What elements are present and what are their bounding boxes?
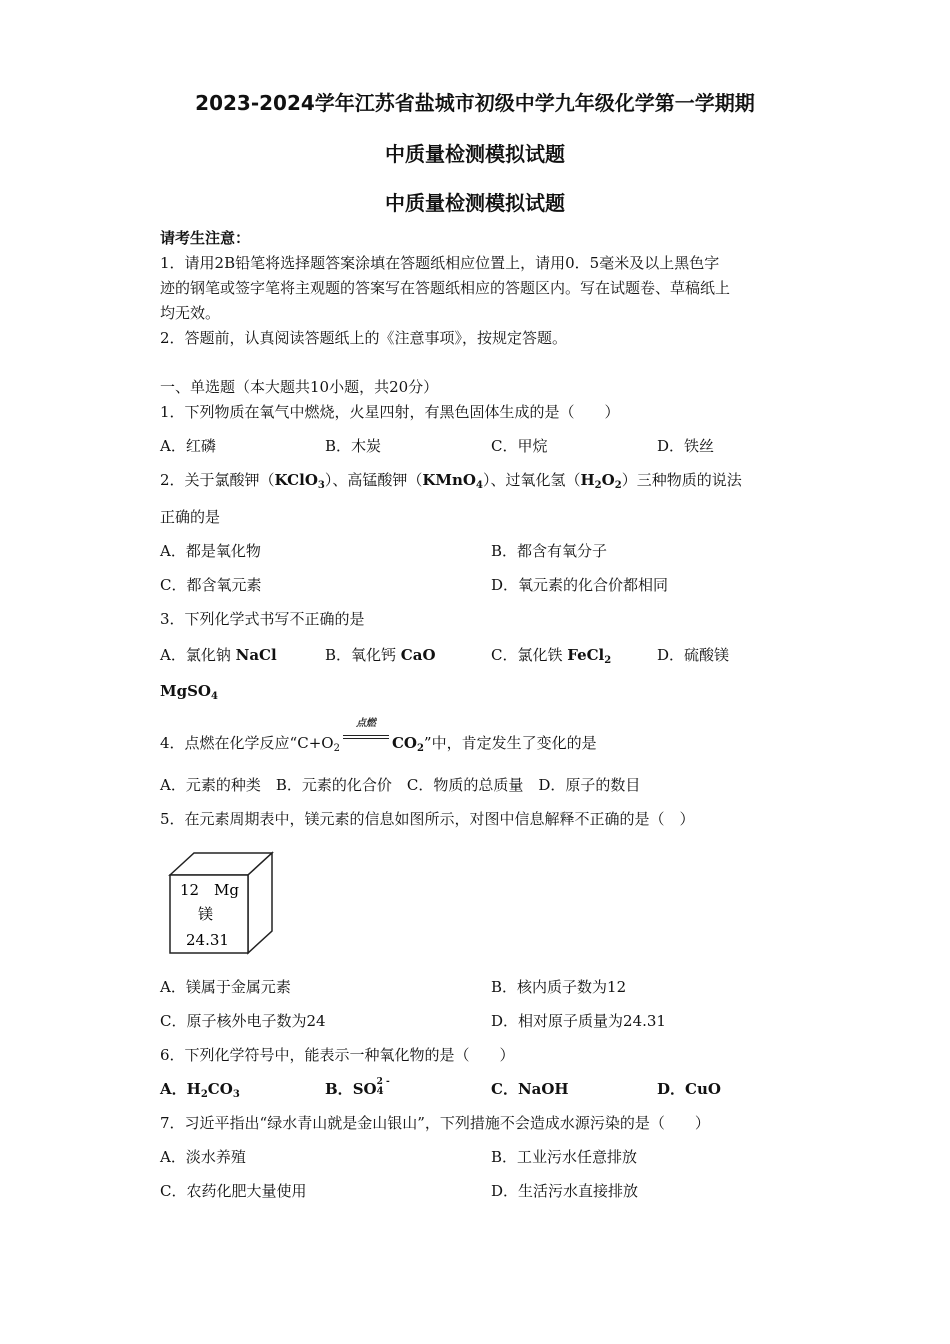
- reaction-condition-label: 点燃: [355, 718, 376, 729]
- q6-option-d: D．CuO: [657, 1080, 721, 1098]
- q5-stem: 5．在元素周期表中，镁元素的信息如图所示，对图中信息解释不正确的是（ ）: [160, 810, 695, 828]
- q1-option-b: B．木炭: [325, 437, 382, 455]
- element-symbol: Mg: [214, 881, 239, 899]
- exam-title-line1: 2023-2024学年江苏省盐城市初级中学九年级化学第一学期期: [195, 91, 755, 115]
- q7-option-b: B．工业污水任意排放: [491, 1148, 638, 1166]
- exam-title-line2: 中质量检测模拟试题: [385, 142, 565, 166]
- q7-option-c: C．农药化肥大量使用: [160, 1182, 307, 1200]
- q4-stem: 4．点燃在化学反应“$C+O_2$ 点燃 $CO_2$”中，肯定发生了变化的是: [160, 728, 597, 754]
- q3-option-d-formula: MgSO$_4$: [160, 682, 218, 702]
- notice-heading: 请考生注意：: [160, 229, 251, 247]
- reaction-condition-arrow: [341, 718, 391, 746]
- q7-stem: 7．习近平指出“绿水青山就是金山银山”，下列措施不会造成水源污染的是（ ）: [160, 1114, 710, 1132]
- notice-item1-line2: 迹的钢笔或签字笔将主观题的答案写在答题纸相应的答题区内。写在试题卷、草稿纸上: [160, 279, 731, 297]
- notice-item2: 2．答题前，认真阅读答题纸上的《注意事项》，按规定答题。: [160, 329, 568, 347]
- element-atomic-number: 12: [180, 881, 200, 899]
- section-heading: 一、单选题（本大题共10小题，共20分）: [160, 378, 439, 396]
- q1-option-d: D．铁丝: [657, 437, 715, 455]
- element-name: 镁: [198, 905, 214, 923]
- q2-option-c: C．都含氧元素: [160, 576, 262, 594]
- q2-option-d: D．氧元素的化合价都相同: [491, 576, 669, 594]
- notice-item1-line3: 均无效。: [160, 304, 221, 322]
- q2-stem-line2: 正确的是: [160, 508, 221, 526]
- q3-stem: 3．下列化学式书写不正确的是: [160, 610, 365, 628]
- q5-option-b: B．核内质子数为12: [491, 978, 627, 996]
- q2-stem: 2．关于氯酸钾（KClO$_3$）、高锰酸钾（KMnO$_4$）、过氧化氢$(H_2O_2)$三种物质的说法: [160, 471, 742, 491]
- q4-options: A．元素的种类 B．元素的化合价 C．物质的总质量 D．原子的数目: [160, 776, 641, 794]
- q7-option-a: A．淡水养殖: [160, 1148, 246, 1166]
- notice-item1-line1: 1．请用2B铅笔将选择题答案涂填在答题纸相应位置上，请用0．5毫米及以上黑色字: [160, 254, 720, 272]
- q1-stem: 1．下列物质在氧气中燃烧，火星四射，有黑色固体生成的是（ ）: [160, 403, 620, 421]
- q3-option-c: C．氯化铁 FeCl$_2$: [491, 646, 612, 666]
- periodic-element-cell: [166, 851, 278, 957]
- q6-option-b: B．SO 2 - 4: [325, 1077, 390, 1098]
- q3-option-a: A．氯化钠 NaCl: [160, 646, 277, 664]
- q3-option-d: D．硫酸镁: [657, 646, 730, 664]
- q3-option-b: B．氧化钙 CaO: [325, 646, 436, 664]
- q5-option-c: C．原子核外电子数为24: [160, 1012, 326, 1030]
- q6-stem: 6．下列化学符号中，能表示一种氧化物的是（ ）: [160, 1046, 515, 1064]
- element-atomic-mass: 24.31: [186, 931, 229, 949]
- q1-option-c: C．甲烷: [491, 437, 548, 455]
- q6-option-c: C．NaOH: [491, 1080, 569, 1098]
- q2-option-b: B．都含有氧分子: [491, 542, 608, 560]
- q1-option-a: A．红磷: [160, 437, 216, 455]
- q5-option-a: A．镁属于金属元素: [160, 978, 291, 996]
- q6-option-a: A．$H_2CO_3$: [160, 1080, 240, 1100]
- q5-option-d: D．相对原子质量为24.31: [491, 1012, 666, 1030]
- exam-title-line3: 中质量检测模拟试题: [385, 191, 565, 215]
- q7-option-d: D．生活污水直接排放: [491, 1182, 639, 1200]
- q2-option-a: A．都是氧化物: [160, 542, 261, 560]
